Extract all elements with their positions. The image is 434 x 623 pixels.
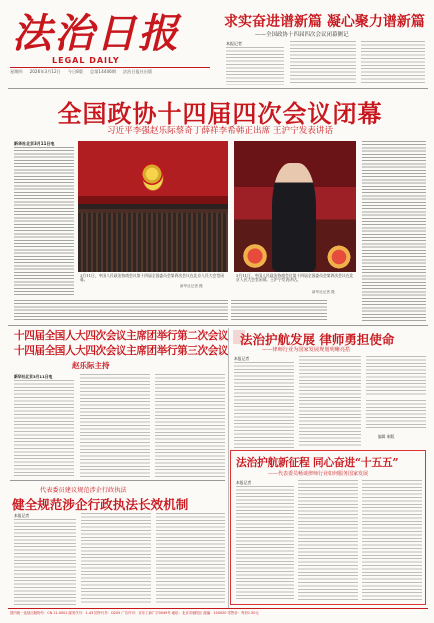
top-story-headline: 求实奋进谱新篇 凝心聚力谱新篇	[224, 14, 425, 30]
lead-deck: 习近平李强赵乐际蔡奇丁薛祥李希韩正出席 王沪宁发表讲话	[106, 126, 334, 136]
masthead-subtitle: LEGAL DAILY	[52, 56, 120, 65]
npc-headline-1: 十四届全国人大四次会议主席团举行第二次会议	[14, 330, 229, 342]
speaker-figure	[272, 163, 316, 272]
top-story-byline: 本报记者	[226, 41, 242, 46]
speaker-photo	[234, 141, 356, 272]
boxed-story-body-2	[298, 480, 358, 600]
law-story-editor	[378, 434, 394, 440]
masthead-title: 法治日报	[12, 10, 180, 57]
npc-body-2	[80, 374, 150, 478]
law-story-editor-label: 编辑	[378, 434, 386, 439]
lead-mid-body	[231, 300, 327, 322]
lead-left-byline: 新华社北京3月11日电	[14, 141, 55, 146]
law-story-byline: 本报记者	[234, 356, 250, 361]
national-emblem-icon	[141, 163, 163, 185]
top-story-deck: ——全国政协十四届四次会议闭幕侧记	[255, 32, 349, 38]
meta-publisher: 法治日报社出版	[122, 69, 153, 74]
meta-pages: 今日8版	[67, 69, 84, 74]
boxed-story-headline: 法治护航新征程 同心奋进“十五五”	[236, 456, 399, 469]
boxed-story-deck: ——代表委员畅谈律师行业如何服务国家发展	[268, 471, 369, 477]
law-story-body-4	[366, 400, 426, 430]
law-story-deck: ——律师行业为国家发展规划明晰亮搭	[262, 347, 351, 353]
meta-issue-number: 总第14446期	[90, 69, 116, 74]
law-story-body-2	[299, 356, 361, 448]
cppcc-headline: 健全规范涉企行政执法长效机制	[12, 497, 189, 512]
lead-right-body	[362, 141, 426, 321]
cppcc-body-3	[156, 513, 225, 605]
column-divider	[228, 328, 229, 608]
photo1-caption: 3月11日，中国人民政治协商会议第十四届全国委员会第四次会议在北京人民大会堂闭幕。	[80, 273, 224, 283]
boxed-story-body-1	[236, 486, 294, 600]
photo1-credit: 新华社记者 摄	[180, 284, 203, 288]
npc-body-3	[155, 374, 225, 478]
cppcc-body-2	[81, 513, 151, 605]
lead-left-body-bottom	[14, 300, 228, 322]
masthead-rule	[10, 67, 210, 68]
npc-body-1	[14, 380, 74, 478]
cppcc-byline: 本报记者	[14, 513, 30, 518]
law-story-body-3	[366, 356, 426, 396]
photo2-credit: 新华社记者 摄	[312, 290, 335, 294]
npc-headline-2: 十四届全国人大四次会议主席团举行第三次会议	[14, 345, 229, 357]
npc-bottom-rule	[10, 480, 225, 481]
law-story-editor-suffix: 制版	[386, 434, 395, 439]
cppcc-body-1	[14, 519, 76, 605]
lead-headline: 全国政协十四届四次会议闭幕	[57, 99, 383, 128]
footer-text: 国内统一连续出版物号：CN 11-0001 邮发代号：1-43 国外代号：D205 广告许可：京东工商广字0049号 地址：北京市朝阳区 邮编：100020 零售价：每份1.50元	[10, 611, 259, 615]
top-story-body-1	[226, 47, 284, 85]
law-story-body-1	[234, 362, 294, 448]
boxed-story-byline: 本报记者	[236, 480, 252, 485]
masthead-meta	[10, 69, 220, 75]
law-story-headline: 法治护航发展 律师勇担使命	[240, 332, 395, 347]
meta-weekday: 星期四	[10, 69, 23, 74]
meta-date: 2026年3月12日	[29, 69, 61, 74]
top-story-body-3	[361, 41, 425, 85]
footer-rule	[8, 608, 428, 609]
session-hall-photo	[78, 141, 228, 272]
cppcc-kicker: 代表委员建议规范涉企行政执法	[40, 487, 127, 494]
photo2-caption: 3月11日，中国人民政治协商会议第十四届全国委员会第四次会议在北京人民大会堂闭幕。王沪宁发表讲话。	[236, 273, 354, 283]
mid-rule	[8, 325, 428, 326]
npc-byline: 新华社北京3月11日电	[14, 374, 53, 379]
lead-left-body	[14, 147, 74, 297]
top-rule	[8, 88, 428, 89]
npc-deck: 赵乐际主持	[72, 361, 110, 370]
top-story-body-2	[290, 41, 356, 85]
boxed-story-body-3	[362, 480, 422, 600]
